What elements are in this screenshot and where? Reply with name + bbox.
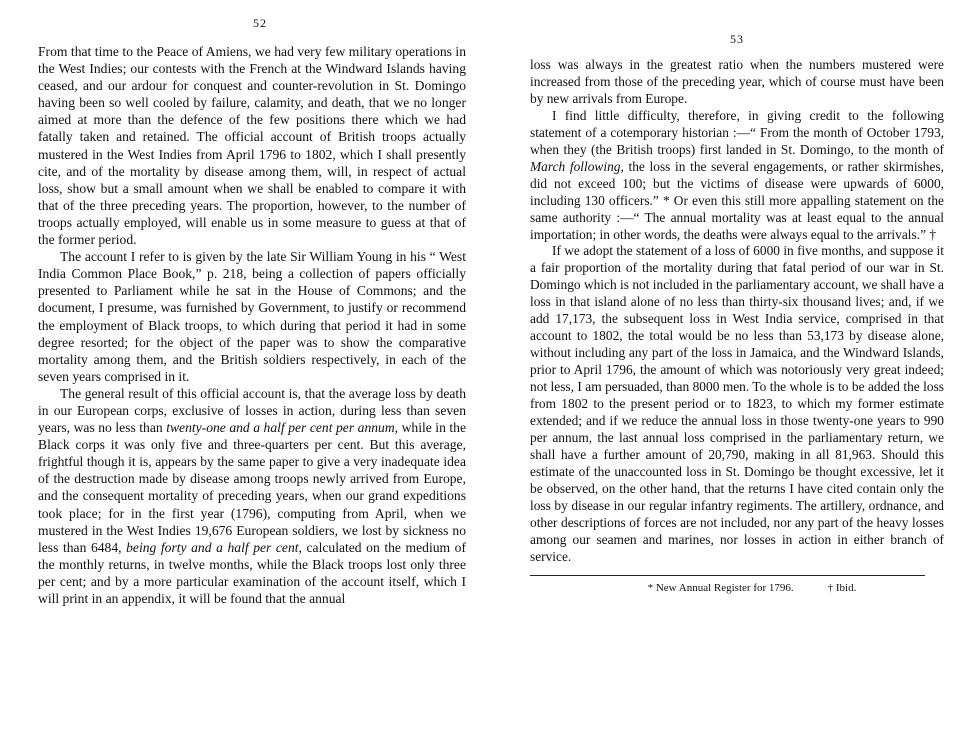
paragraph: loss was always in the greatest ratio when the numbers mustered were increased from those of the preceding year, which of course must have been by new arrivals from Europe.: [530, 57, 944, 106]
paragraph: From that time to the Peace of Amiens, we had very few military operations in the West Indies; our contests with the French at the Windward Islands having ceased, and our ardour for conquest and counter-revolution in St. Domingo having been so well cooled by failure, calamity, and death, that we no longer aimed at more than the defence of the few positions there which we had fatally taken and retained. The official account of British troops actually mustered in the West Indies from April 1796 to 1802, which I shall presently cite, and of the mortality by disease among them, will, in respect of actual loss, show but a small amount when we shall be enabled to compare it with that of the three preceding years. The proportion, however, to the number of troops actually employed, will enable us in some measure to guess at that of the former period.: [38, 44, 466, 248]
footnotes: [530, 582, 944, 594]
right-page: [490, 0, 980, 756]
page-number: 53: [730, 32, 744, 46]
footnote-divider: [530, 575, 925, 576]
paragraph: The general result of this official account is, that the average loss by death in our European corps, exclusive of losses in action, during less than seven years, was no less than twenty-one and a half per cent per annum, while in the Black corps it was only five and three-quarters per cent. But this average, frightful though it is, appears by the same paper to give a very inadequate idea of the destruction made by disease among troops newly arrived from Europe, and the consequent mortality of preceding years, when our grand expeditions took place; for in the first year (1796), computing from April, when we mustered in the West Indies 19,676 European soldiers, we lost by sickness no less than 6484, being forty and a half per cent, calculated on the medium of the monthly returns, in twelve months, while the Black troops lost only three per cent; and by a more particular examination of the account itself, which I will print in an appendix, it will be found that the annual: [38, 385, 466, 606]
footnote: † Ibid.: [827, 581, 857, 594]
footnote: * New Annual Register for 1796.: [647, 581, 794, 594]
paragraph: The account I refer to is given by the late Sir William Young in his “ West India Common Place Book,” p. 218, being a collection of papers officially presented to Parliament while he sat in the House of Commons; and the document, I presume, was furnished by Government, to justify or recommend the employment of Black troops, to which during that period it had in some degree resorted; for the object of the paper was to show the comparative mortality among them, and the British soldiers respectively, in each of the seven years comprised in it.: [38, 249, 466, 384]
paragraph: I find little difficulty, therefore, in giving credit to the following statement of a cotemporary historian :—“ From the month of October 1793, when they (the British troops) first landed in St. Domingo, to the month of March following, the loss in the several engagements, or rather skirmishes, did not exceed 100; but the victims of disease were upwards of 6000, including 130 officers.” * Or even this still more appalling statement on the same authority :—“ The annual mortality was at least equal to the annual importation; in other words, the deaths were always equal to the arrivals.” †: [530, 107, 944, 242]
page-text: [38, 43, 466, 607]
page-text: [530, 57, 944, 566]
paragraph: If we adopt the statement of a loss of 6000 in five months, and suppose it a fair proportion of the mortality during that fatal period of our war in St. Domingo which is not included in the parliamentary account, we shall have a loss in that island alone of no less than thirty-six thousand lives; and, if we add 17,173, the subsequent loss in West India service, comprised in that account to 1802, the total would be no less than 53,173 by disease alone, without including any part of the loss in Jamaica, and the Windward Islands, prior to April 1796, the amount of which was notoriously very great indeed; not less, I am persuaded, than 8000 men. To the whole is to be added the loss from 1802 to the present period or to 1823, to which my former estimate extended; and if we reduce the annual loss in those twenty-one years to 990 per annum, the last annual loss comprised in the parliamentary return, we shall have a further amount of 20,790, making in all 81,963. Should this estimate of the unaccounted loss in St. Domingo be thought excessive, let it be observed, on the other hand, that the returns I have cited contain only the loss by disease in our regular infantry regiments. The artillery, ordnance, and other descriptions of forces are not included, nor any part of the heavy losses among our seamen and marines, nor losses in action in either branch of service.: [530, 243, 944, 564]
page-number: 52: [253, 16, 267, 30]
